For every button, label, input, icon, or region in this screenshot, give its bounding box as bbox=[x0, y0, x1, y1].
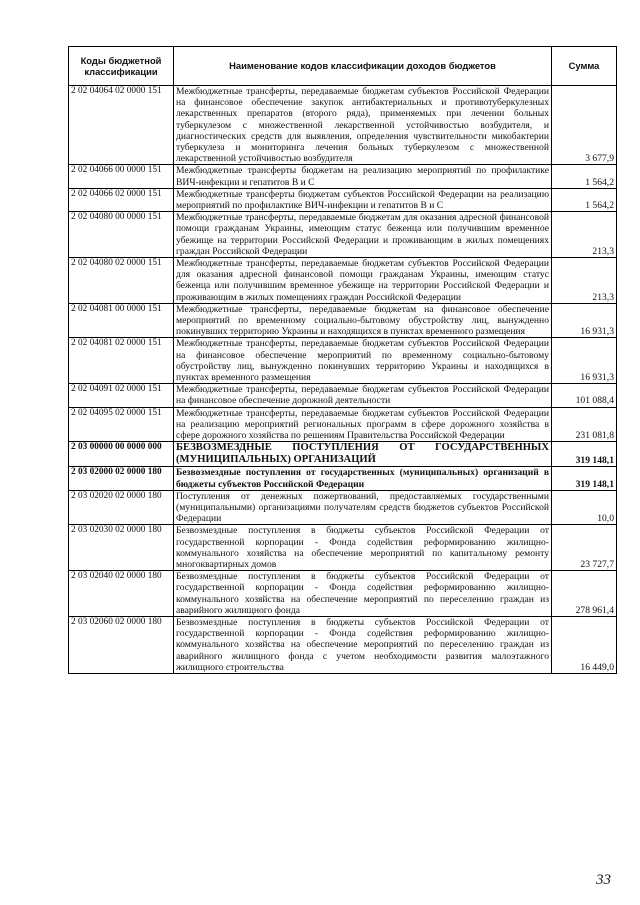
row-name: Межбюджетные трансферты бюджетам субъектов Российской Федерации на реализацию мероприятий по профилактике ВИЧ-инфекции и гепатитов В и С bbox=[174, 188, 552, 211]
row-name: Межбюджетные трансферты, передаваемые бюджетам субъектов Российской Федерации на финансовое обеспечение закупок антибактериальных и противотуберкулезных лекарственных препаратов (второго ряда), применяемых при лечении больных туберкулезом с множественной лекарственной устойчивостью возбудителя, и диагностических средств для выявления, определения чувствительности микобактерии туберкулеза и мониторинга лечения больных туберкулезом с множественной лекарственной устойчивостью возбудителя bbox=[174, 86, 552, 165]
row-sum: 10,0 bbox=[552, 490, 617, 525]
table-row bbox=[69, 303, 617, 338]
row-sum: 319 148,1 bbox=[552, 467, 617, 490]
row-code: 2 03 02040 02 0000 180 bbox=[69, 571, 174, 617]
table-row bbox=[69, 212, 617, 258]
row-sum: 16 449,0 bbox=[552, 616, 617, 673]
row-name: Межбюджетные трансферты бюджетам на реализацию мероприятий по профилактике ВИЧ-инфекции и гепатитов В и С bbox=[174, 165, 552, 188]
table-row bbox=[69, 407, 617, 442]
page-number: 33 bbox=[596, 872, 611, 888]
table-row bbox=[69, 338, 617, 384]
table-row bbox=[69, 384, 617, 407]
table-header-row bbox=[69, 47, 617, 86]
table-row bbox=[69, 467, 617, 490]
row-name: Межбюджетные трансферты, передаваемые бюджетам субъектов Российской Федерации на финансовое обеспечение дорожной деятельности bbox=[174, 384, 552, 407]
row-code: 2 02 04081 00 0000 151 bbox=[69, 303, 174, 338]
row-name: БЕЗВОЗМЕЗДНЫЕ ПОСТУПЛЕНИЯ ОТ ГОСУДАРСТВЕННЫХ (МУНИЦИПАЛЬНЫХ) ОРГАНИЗАЦИЙ bbox=[174, 442, 552, 467]
header-name: Наименование кодов классификации доходов бюджетов bbox=[174, 47, 552, 86]
row-code: 2 02 04081 02 0000 151 bbox=[69, 338, 174, 384]
budget-table-container bbox=[68, 46, 616, 674]
table-row bbox=[69, 188, 617, 211]
table-row bbox=[69, 525, 617, 571]
header-code: Коды бюджетной классификации bbox=[69, 47, 174, 86]
row-code: 2 02 04064 02 0000 151 bbox=[69, 86, 174, 165]
budget-classification-table bbox=[68, 46, 617, 674]
row-code: 2 02 04080 00 0000 151 bbox=[69, 212, 174, 258]
row-code: 2 03 00000 00 0000 000 bbox=[69, 442, 174, 467]
row-sum: 23 727,7 bbox=[552, 525, 617, 571]
row-code: 2 02 04091 02 0000 151 bbox=[69, 384, 174, 407]
row-sum: 16 931,3 bbox=[552, 338, 617, 384]
header-sum: Сумма bbox=[552, 47, 617, 86]
row-sum: 101 088,4 bbox=[552, 384, 617, 407]
row-sum: 3 677,9 bbox=[552, 86, 617, 165]
table-row bbox=[69, 86, 617, 165]
row-sum: 16 931,3 bbox=[552, 303, 617, 338]
table-row bbox=[69, 490, 617, 525]
row-code: 2 02 04066 02 0000 151 bbox=[69, 188, 174, 211]
row-sum: 1 564,2 bbox=[552, 188, 617, 211]
row-sum: 319 148,1 bbox=[552, 442, 617, 467]
table-body bbox=[69, 86, 617, 674]
row-sum: 231 081,8 bbox=[552, 407, 617, 442]
row-code: 2 03 02030 02 0000 180 bbox=[69, 525, 174, 571]
row-name: Межбюджетные трансферты, передаваемые бюджетам субъектов Российской Федерации для оказания адресной финансовой помощи гражданам Украины, имеющим статус беженца или получившим временное убежище на территории Российской Федерации и проживающим в жилых помещениях граждан Российской Федерации bbox=[174, 258, 552, 304]
row-name: Межбюджетные трансферты, передаваемые бюджетам субъектов Российской Федерации на реализацию мероприятий региональных программ в сфере дорожного хозяйства в сфере дорожного хозяйства по решениям Правительства Российской Федерации bbox=[174, 407, 552, 442]
row-sum: 1 564,2 bbox=[552, 165, 617, 188]
row-name: Безвозмездные поступления в бюджеты субъектов Российской Федерации от государственной корпорации - Фонда содействия реформированию жилищно-коммунального хозяйства на обеспечение мероприятий по капитальному ремонту многоквартирных домов bbox=[174, 525, 552, 571]
row-sum: 278 961,4 bbox=[552, 571, 617, 617]
table-row bbox=[69, 165, 617, 188]
table-row bbox=[69, 616, 617, 673]
row-code: 2 02 04095 02 0000 151 bbox=[69, 407, 174, 442]
row-code: 2 03 02060 02 0000 180 bbox=[69, 616, 174, 673]
row-name: Безвозмездные поступления от государственных (муниципальных) организаций в бюджеты субъектов Российской Федерации bbox=[174, 467, 552, 490]
row-code: 2 03 02020 02 0000 180 bbox=[69, 490, 174, 525]
row-name: Межбюджетные трансферты, передаваемые бюджетам субъектов Российской Федерации на финансовое обеспечение мероприятий по временному социально-бытовому обустройству лиц, вынужденно покинувших территорию Украины и находящихся в пунктах временного размещения bbox=[174, 338, 552, 384]
row-name: Безвозмездные поступления в бюджеты субъектов Российской Федерации от государственной корпорации - Фонда содействия реформированию жилищно-коммунального хозяйства на обеспечение мероприятий по переселению граждан из аварийного жилищного фонда с учетом необходимости развития малоэтажного жилищного строительства bbox=[174, 616, 552, 673]
row-code: 2 02 04066 00 0000 151 bbox=[69, 165, 174, 188]
row-sum: 213,3 bbox=[552, 212, 617, 258]
row-name: Поступления от денежных пожертвований, предоставляемых государственными (муниципальными) организациями получателям средств бюджетов субъектов Российской Федерации bbox=[174, 490, 552, 525]
table-row bbox=[69, 258, 617, 304]
table-row bbox=[69, 442, 617, 467]
row-sum: 213,3 bbox=[552, 258, 617, 304]
row-code: 2 02 04080 02 0000 151 bbox=[69, 258, 174, 304]
row-code: 2 03 02000 02 0000 180 bbox=[69, 467, 174, 490]
row-name: Безвозмездные поступления в бюджеты субъектов Российской Федерации от государственной корпорации - Фонда содействия реформированию жилищно-коммунального хозяйства на обеспечение мероприятий по переселению граждан из аварийного жилищного фонда bbox=[174, 571, 552, 617]
row-name: Межбюджетные трансферты, передаваемые бюджетам на финансовое обеспечение мероприятий по временному социально-бытовому обустройству лиц, вынужденно покинувших территорию Украины и находящихся в пунктах временного размещения bbox=[174, 303, 552, 338]
row-name: Межбюджетные трансферты, передаваемые бюджетам для оказания адресной финансовой помощи гражданам Украины, имеющим статус беженца или получившим временное убежище на территории Российской Федерации и проживающим в жилых помещениях граждан Российской Федерации bbox=[174, 212, 552, 258]
table-row bbox=[69, 571, 617, 617]
